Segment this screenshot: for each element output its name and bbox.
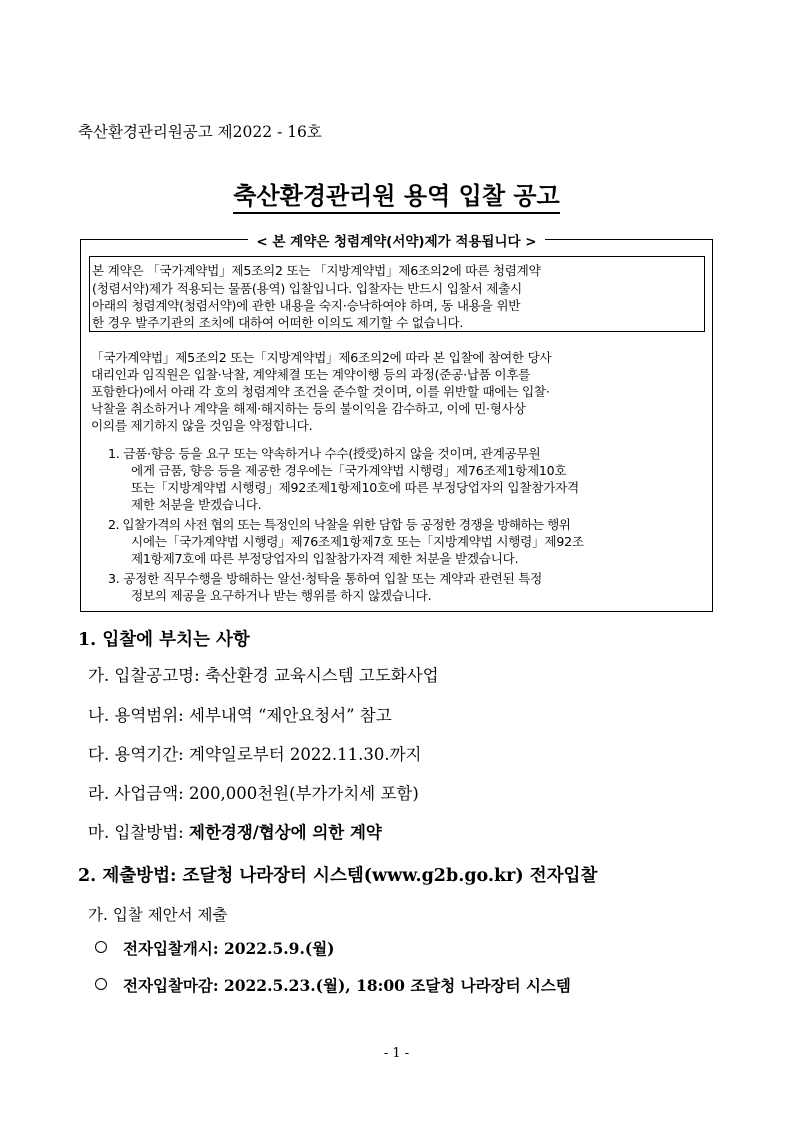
body-line: 이의를 제기하지 않을 것임을 약정합니다. bbox=[91, 418, 313, 433]
inner-line: 본 계약은 「국가계약법」제5조의2 또는 「지방계약법」제6조의2에 따른 청렴계약 bbox=[92, 263, 541, 278]
clause-line: 제한 처분을 받겠습니다. bbox=[131, 497, 262, 512]
bid-method-item bbox=[88, 819, 382, 843]
item-value: 축산환경 교육시스템 고도화사업 bbox=[204, 666, 439, 685]
notice-number: 축산환경관리원공고 제2022 - 16호 bbox=[78, 123, 322, 141]
bid-open-bullet bbox=[95, 937, 335, 959]
circle-bullet-icon bbox=[95, 941, 107, 953]
section1-heading: 1. 입찰에 부치는 사항 bbox=[78, 630, 250, 650]
item-label: 다. 용역기간: bbox=[88, 745, 184, 764]
item-value: 200,000천원(부가가치세 포함) bbox=[189, 784, 419, 803]
body-line: 「국가계약법」제5조의2 또는「지방계약법」제6조의2에 따라 본 입찰에 참여한 당사 bbox=[91, 350, 552, 365]
clause-line: 에게 금품, 향응 등을 제공한 경우에는「국가계약법 시행령」제76조제1항제10호 bbox=[131, 463, 567, 478]
section2-heading: 2. 제출방법: 조달청 나라장터 시스템(www.g2b.go.kr) 전자입찰 bbox=[78, 866, 598, 886]
bullet-text: 전자입찰마감: 2022.5.23.(월), 18:00 조달청 나라장터 시스템 bbox=[123, 976, 571, 995]
service-scope-item bbox=[88, 702, 392, 726]
body-line: 낙찰을 취소하거나 계약을 해제·해지하는 등의 불이익을 감수하고, 이에 민·형사상 bbox=[91, 401, 526, 416]
item-label: 마. 입찰방법: bbox=[88, 823, 184, 842]
bid-close-bullet bbox=[95, 974, 571, 996]
clause-line: 정보의 제공을 요구하거나 받는 행위를 하지 않겠습니다. bbox=[131, 588, 432, 603]
circle-bullet-icon bbox=[95, 978, 107, 990]
body-line: 포함한다)에서 아래 각 호의 청렴계약 조건을 준수할 것이며, 이를 위반할 때에는 입찰· bbox=[91, 384, 550, 399]
inner-line: (청렴서약)제가 적용되는 물품(용역) 입찰입니다. 입찰자는 반드시 입찰서 제출시 bbox=[92, 281, 522, 296]
inner-line: 아래의 청렴계약(청렴서약)에 관한 내용을 숙지·승낙하여야 하며, 동 내용을 위반 bbox=[92, 298, 521, 313]
item-label: 라. 사업금액: bbox=[88, 784, 184, 803]
clause-line: 시에는「국가계약법 시행령」제76조제1항제7호 또는「지방계약법 시행령」제92조 bbox=[131, 534, 584, 549]
clause-line: 3. 공정한 직무수행을 방해하는 알선·청탁을 통하여 입찰 또는 계약과 관련된 특정 bbox=[108, 571, 543, 586]
integrity-box-heading-text: < 본 계약은 청렴계약(서약)제가 적용됩니다 > bbox=[248, 234, 544, 250]
proposal-submission-subheading: 가. 입찰 제안서 제출 bbox=[88, 906, 228, 924]
item-label: 나. 용역범위: bbox=[88, 706, 184, 725]
item-value: 제한경쟁/협상에 의한 계약 bbox=[189, 823, 382, 842]
bullet-text: 전자입찰개시: 2022.5.9.(월) bbox=[123, 939, 335, 958]
page-title-text: 축산환경관리원 용역 입찰 공고 bbox=[233, 181, 559, 214]
clause-line: 1. 금품·향응 등을 요구 또는 약속하거나 수수(授受)하지 않을 것이며, 관계공무원 bbox=[108, 446, 541, 461]
item-value: 계약일로부터 2022.11.30.까지 bbox=[189, 745, 422, 764]
page-title bbox=[0, 176, 793, 211]
integrity-box-heading bbox=[0, 230, 793, 250]
page-number: - 1 - bbox=[383, 1046, 410, 1061]
clause-line: 2. 입찰가격의 사전 협의 또는 특정인의 낙찰을 위한 담합 등 공정한 경쟁을 방해하는 행위 bbox=[108, 517, 571, 532]
inner-line: 한 경우 발주기관의 조치에 대하여 어떠한 이의도 제기할 수 없습니다. bbox=[92, 315, 464, 330]
clause-line: 또는「지방계약법 시행령」제92조제1항제10호에 따른 부정당업자의 입찰참가자격 bbox=[131, 480, 579, 495]
item-value: 세부내역 “제안요청서” 참고 bbox=[189, 706, 392, 725]
clause-line: 제1항제7호에 따른 부정당업자의 입찰참가자격 제한 처분을 받겠습니다. bbox=[131, 551, 519, 566]
service-period-item bbox=[88, 741, 421, 765]
item-label: 가. 입찰공고명: bbox=[88, 666, 200, 685]
body-line: 대리인과 임직원은 입찰·낙찰, 계약체결 또는 계약이행 등의 과정(준공·납품 이후를 bbox=[91, 367, 531, 382]
budget-item bbox=[88, 780, 419, 804]
bid-name-item bbox=[88, 662, 439, 686]
